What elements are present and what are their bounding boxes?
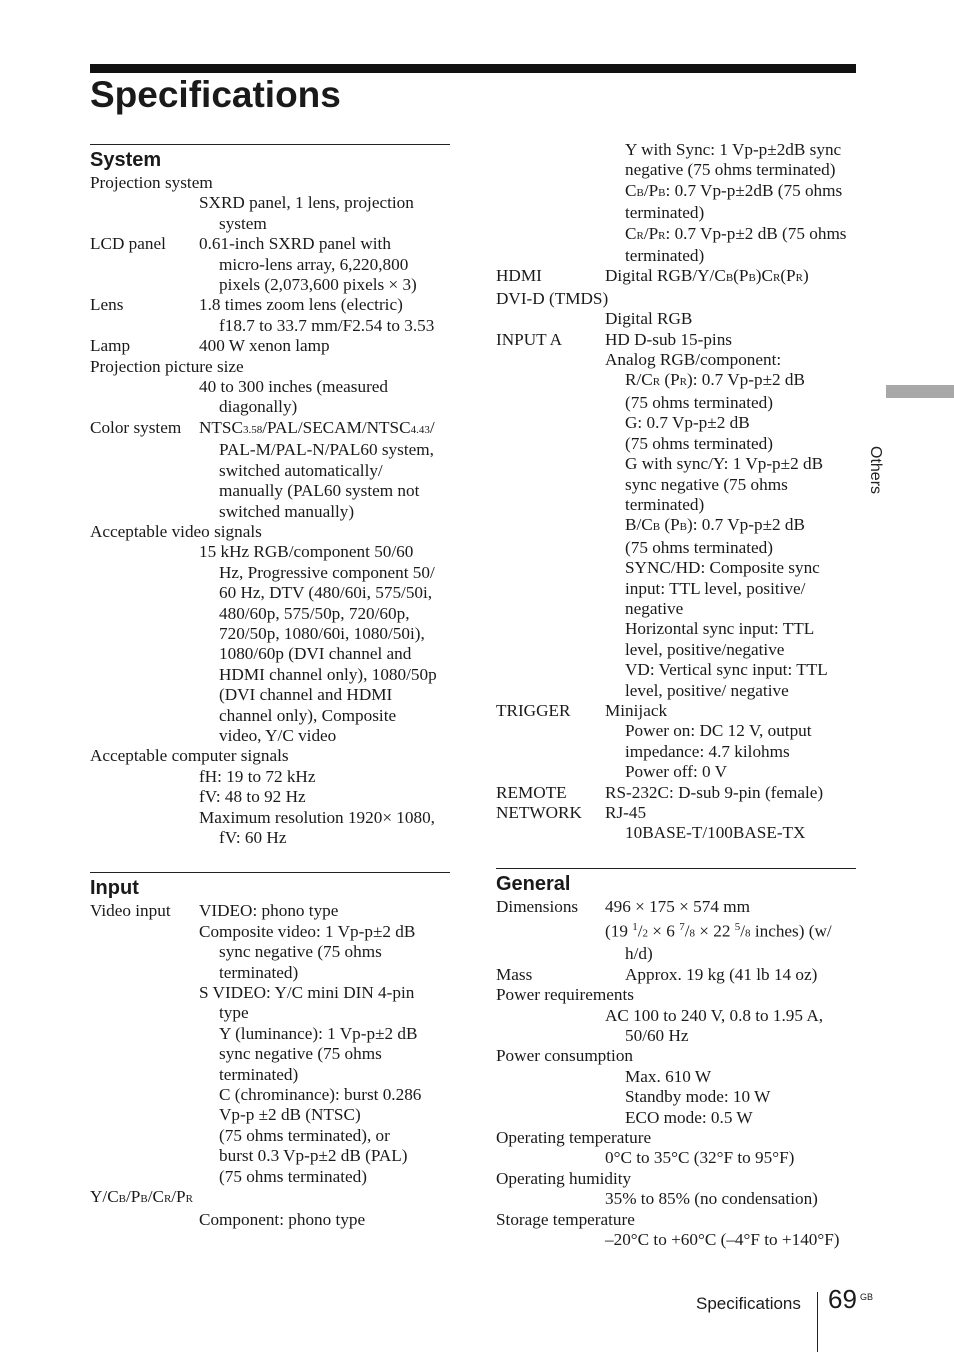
spec-line: impedance: 4.7 kilohms bbox=[625, 741, 790, 761]
spec-line: HDMI channel only), 1080/50p bbox=[219, 664, 437, 684]
spec-line: 0°C to 35°C (32°F to 95°F) bbox=[605, 1148, 795, 1168]
spec-line: 480/60p, 575/50p, 720/60p, bbox=[219, 603, 410, 623]
spec-line: fH: 19 to 72 kHz bbox=[199, 766, 316, 786]
spec-line: fV: 60 Hz bbox=[219, 828, 287, 847]
spec-line: S VIDEO: Y/C mini DIN 4-pin bbox=[199, 983, 415, 1003]
spec-line: diagonally) bbox=[219, 397, 298, 417]
spec-line: sync negative (75 ohms bbox=[625, 474, 788, 494]
spec-line: LCD panel 0.61-inch SXRD panel with bbox=[90, 234, 391, 254]
spec-label: NETWORK bbox=[496, 803, 582, 822]
spec-line: NETWORK RJ-45 bbox=[496, 803, 647, 822]
spec-label: Color system bbox=[90, 417, 182, 437]
spec-line: Hz, Progressive component 50/ bbox=[219, 562, 435, 582]
spec-label: Dimensions bbox=[496, 896, 579, 916]
spec-line: Dimensions 496 × 175 × 574 mm bbox=[496, 896, 750, 916]
spec-line: video, Y/C video bbox=[219, 725, 337, 745]
spec-line: 40 to 300 inches (measured bbox=[199, 377, 389, 397]
spec-line: sync negative (75 ohms bbox=[219, 942, 382, 962]
spec-line: Composite video: 1 Vp-p±2 dB bbox=[199, 921, 416, 941]
spec-line: 15 kHz RGB/component 50/60 bbox=[199, 542, 414, 562]
input-specs bbox=[90, 901, 450, 1230]
spec-line: terminated) bbox=[625, 246, 705, 266]
spec-label: Video input bbox=[90, 901, 171, 921]
spec-line: CR/PR: 0.7 Vp-p±2 dB (75 ohms bbox=[625, 223, 847, 243]
side-tab-marker bbox=[886, 385, 954, 398]
spec-line: HDMI Digital RGB/Y/CB(PB)CR(PR) bbox=[496, 266, 809, 286]
spec-line: Lens 1.8 times zoom lens (electric) bbox=[90, 295, 403, 315]
spec-line: Color system NTSC3.58/PAL/SECAM/NTSC4.43/ bbox=[90, 417, 435, 437]
spec-label: Lens bbox=[90, 295, 124, 315]
spec-label: LCD panel bbox=[90, 234, 166, 254]
spec-line: level, positive/ negative bbox=[625, 680, 789, 700]
spec-line: 10BASE-T/100BASE-TX bbox=[625, 823, 806, 843]
spec-line: G with sync/Y: 1 Vp-p±2 dB bbox=[625, 454, 824, 474]
page-number: 69 bbox=[828, 1284, 857, 1314]
spec-line: (75 ohms terminated), or bbox=[219, 1125, 390, 1145]
spec-line: Y/CB/PB/CR/PR bbox=[90, 1187, 193, 1207]
spec-line: 35% to 85% (no condensation) bbox=[605, 1189, 818, 1209]
spec-line: Video input VIDEO: phono type bbox=[90, 901, 339, 921]
left-column bbox=[90, 144, 450, 1230]
spec-line: Storage temperature bbox=[496, 1209, 635, 1229]
spec-line: Power consumption bbox=[496, 1046, 634, 1066]
input-section bbox=[90, 872, 450, 1230]
spec-line: REMOTE RS-232C: D-sub 9-pin (female) bbox=[496, 782, 824, 802]
spec-line: switched automatically/ bbox=[219, 460, 383, 480]
system-heading: System bbox=[90, 149, 162, 171]
spec-line: Vp-p ±2 dB (NTSC) bbox=[219, 1105, 361, 1125]
spec-line: VD: Vertical sync input: TTL bbox=[625, 660, 828, 680]
spec-line: Power on: DC 12 V, output bbox=[625, 721, 812, 741]
side-tab-label: Others bbox=[867, 446, 884, 495]
spec-line: SXRD panel, 1 lens, projection bbox=[199, 193, 414, 213]
footer-divider bbox=[817, 1292, 818, 1352]
spec-label: HDMI bbox=[496, 266, 542, 286]
spec-line: Projection picture size bbox=[90, 356, 244, 376]
spec-line: Power off: 0 V bbox=[625, 762, 728, 782]
spec-line: Lamp 400 W xenon lamp bbox=[90, 336, 330, 356]
spec-line: Acceptable computer signals bbox=[90, 746, 289, 766]
spec-line: (75 ohms terminated) bbox=[625, 392, 773, 412]
spec-line: Digital RGB bbox=[605, 309, 693, 329]
spec-line: manually (PAL60 system not bbox=[219, 481, 420, 501]
spec-label: Mass bbox=[496, 964, 533, 984]
spec-line: CB/PB: 0.7 Vp-p±2dB (75 ohms bbox=[625, 180, 843, 200]
spec-line: terminated) bbox=[219, 962, 299, 982]
spec-line: 50/60 Hz bbox=[625, 1025, 689, 1045]
spec-line: terminated) bbox=[625, 494, 705, 514]
spec-line: switched manually) bbox=[219, 501, 355, 521]
spec-line: Horizontal sync input: TTL bbox=[625, 619, 815, 639]
spec-line: channel only), Composite bbox=[219, 705, 397, 725]
spec-line: f18.7 to 33.7 mm/F2.54 to 3.53 bbox=[219, 315, 435, 335]
system-specs bbox=[90, 173, 450, 848]
spec-line: sync negative (75 ohms bbox=[219, 1044, 382, 1064]
system-section bbox=[90, 144, 450, 848]
spec-line: negative (75 ohms terminated) bbox=[625, 160, 836, 180]
input-heading: Input bbox=[90, 877, 139, 900]
spec-line: pixels (2,073,600 pixels × 3) bbox=[219, 275, 417, 295]
spec-line: SYNC/HD: Composite sync bbox=[625, 558, 820, 578]
spec-line: Acceptable video signals bbox=[90, 521, 262, 541]
spec-line: (DVI channel and HDMI bbox=[219, 685, 393, 705]
spec-line: –20°C to +60°C (–4°F to +140°F) bbox=[605, 1230, 840, 1250]
spec-line: (75 ohms terminated) bbox=[625, 537, 773, 557]
spec-line: Operating temperature bbox=[496, 1128, 652, 1148]
spec-line: Operating humidity bbox=[496, 1168, 632, 1188]
spec-line: level, positive/negative bbox=[625, 639, 785, 659]
spec-line: Mass Approx. 19 kg (41 lb 14 oz) bbox=[496, 964, 818, 984]
spec-line: type bbox=[219, 1003, 249, 1023]
spec-line: DVI-D (TMDS) bbox=[496, 288, 609, 308]
spec-line: h/d) bbox=[625, 944, 653, 964]
spec-line: B/CB (PB): 0.7 Vp-p±2 dB bbox=[625, 515, 805, 535]
spec-line: Y (luminance): 1 Vp-p±2 dB bbox=[219, 1023, 418, 1043]
spec-line: PAL-M/PAL-N/PAL60 system, bbox=[219, 440, 434, 460]
footer-section-label: Specifications bbox=[696, 1294, 801, 1313]
spec-line: fV: 48 to 92 Hz bbox=[199, 787, 306, 807]
title-rule bbox=[90, 64, 856, 73]
page-title: Specifications bbox=[90, 74, 341, 115]
spec-line: ECO mode: 0.5 W bbox=[625, 1107, 753, 1127]
spec-label: TRIGGER bbox=[496, 700, 571, 720]
region-code: GB bbox=[860, 1292, 874, 1302]
spec-line: Max. 610 W bbox=[625, 1066, 712, 1086]
input-continued-specs bbox=[496, 140, 856, 844]
spec-line: terminated) bbox=[625, 203, 705, 223]
general-section bbox=[496, 868, 856, 1251]
spec-label: Lamp bbox=[90, 336, 131, 356]
spec-line: negative bbox=[625, 598, 684, 618]
spec-line: (75 ohms terminated) bbox=[625, 433, 773, 453]
right-column bbox=[496, 140, 856, 1250]
general-heading: General bbox=[496, 872, 571, 895]
spec-line: 1080/60p (DVI channel and bbox=[219, 644, 412, 664]
spec-line: Projection system bbox=[90, 173, 213, 192]
spec-line: Standby mode: 10 W bbox=[625, 1087, 771, 1107]
spec-line: (75 ohms terminated) bbox=[219, 1166, 367, 1186]
spec-line: terminated) bbox=[219, 1064, 299, 1084]
spec-line: burst 0.3 Vp-p±2 dB (PAL) bbox=[219, 1146, 408, 1166]
spec-line: (19 $^1$/2 × 6 $^7$/8 × 22 $^5$/8 inches) (w/ bbox=[605, 921, 832, 941]
spec-line: Y with Sync: 1 Vp-p±2dB sync bbox=[625, 140, 842, 159]
spec-line: G: 0.7 Vp-p±2 dB bbox=[625, 413, 750, 433]
spec-line: Analog RGB/component: bbox=[605, 350, 782, 370]
spec-label: REMOTE bbox=[496, 782, 567, 802]
spec-line: Component: phono type bbox=[199, 1209, 366, 1229]
spec-line: 60 Hz, DTV (480/60i, 575/50i, bbox=[219, 583, 433, 603]
spec-line: C (chrominance): burst 0.286 bbox=[219, 1085, 422, 1105]
spec-line: TRIGGER Minijack bbox=[496, 700, 668, 720]
spec-line: system bbox=[219, 213, 267, 233]
spec-line: 720/50p, 1080/60i, 1080/50i), bbox=[219, 623, 425, 643]
spec-line: Power requirements bbox=[496, 985, 634, 1005]
spec-line: AC 100 to 240 V, 0.8 to 1.95 A, bbox=[605, 1005, 824, 1025]
spec-line: INPUT A HD D-sub 15-pins bbox=[496, 329, 732, 349]
spec-line: R/CR (PR): 0.7 Vp-p±2 dB bbox=[625, 370, 805, 390]
spec-line: Maximum resolution 1920× 1080, bbox=[199, 807, 435, 827]
general-specs bbox=[496, 897, 856, 1251]
spec-line: micro-lens array, 6,220,800 bbox=[219, 254, 409, 274]
spec-label: INPUT A bbox=[496, 329, 563, 349]
spec-line: input: TTL level, positive/ bbox=[625, 578, 806, 598]
